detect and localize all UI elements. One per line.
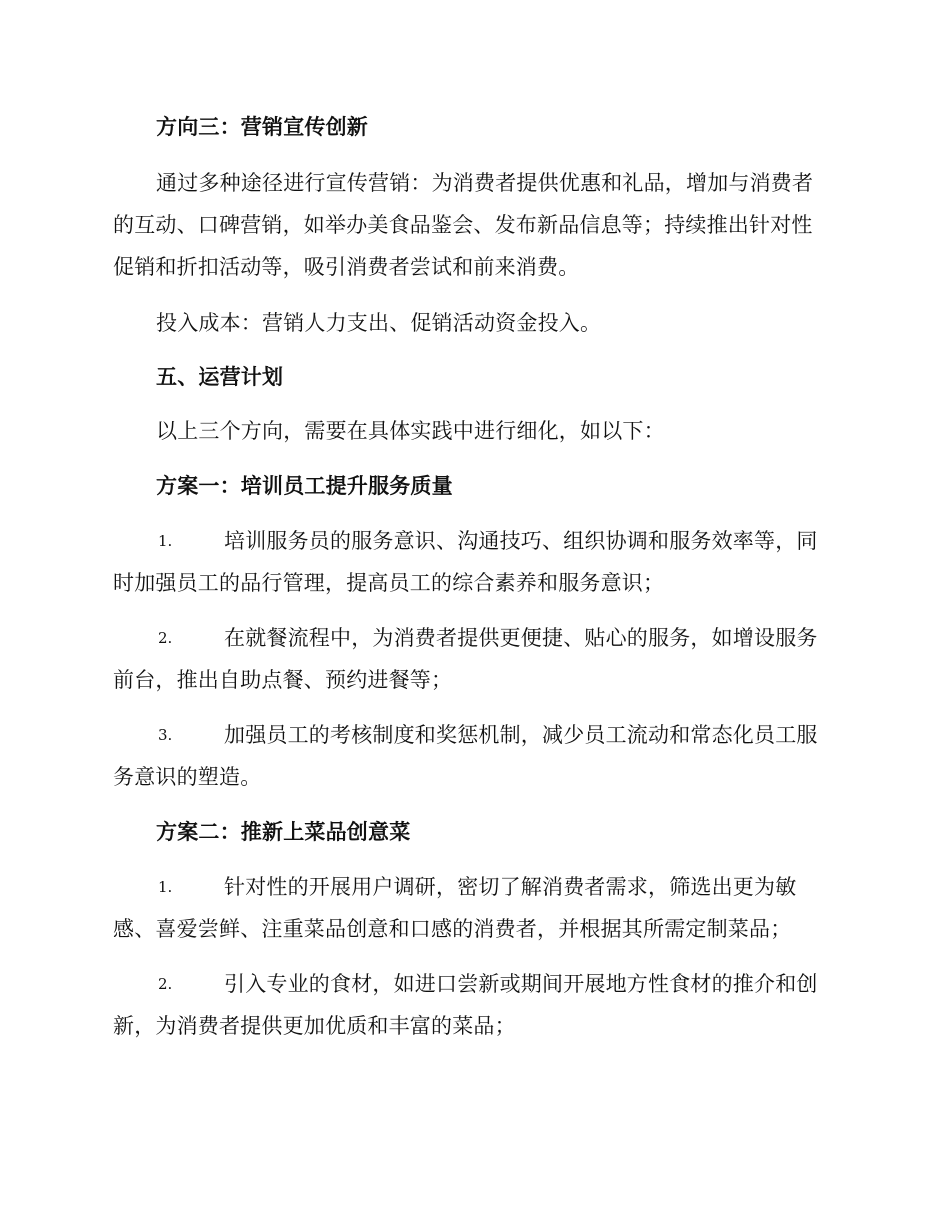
list-number: 3. [158,726,173,744]
paragraph-cost: 投入成本：营销人力支出、促销活动资金投入。 [156,311,602,335]
list-item-line: 新，为消费者提供更加优质和丰富的菜品； [113,1014,516,1038]
list-item-line: 感、喜爱尝鲜、注重菜品创意和口感的消费者，并根据其所需定制菜品； [113,917,792,941]
list-item-line: 引入专业的食材，如进口尝新或期间开展地方性食材的推介和创 [224,972,818,996]
list-number: 1. [158,532,173,550]
list-item-line: 务意识的塑造。 [113,765,262,789]
paragraph-intro: 以上三个方向，需要在具体实践中进行细化，如以下： [156,419,665,443]
list-item-line: 针对性的开展用户调研，密切了解消费者需求，筛选出更为敏 [224,875,797,899]
list-item-line: 前台，推出自助点餐、预约进餐等； [113,668,453,692]
list-item-line: 时加强员工的品行管理，提高员工的综合素养和服务意识； [113,571,665,595]
heading-plan-2: 方案二：推新上菜品创意菜 [156,819,411,844]
list-number: 2. [158,975,173,993]
heading-section-5: 五、运营计划 [156,364,284,389]
list-number: 1. [158,878,173,896]
paragraph-marketing-line-3: 促销和折扣活动等，吸引消费者尝试和前来消费。 [113,255,580,279]
paragraph-marketing-line-2: 的互动、口碑营销，如举办美食品鉴会、发布新品信息等；持续推出针对性 [113,213,813,237]
heading-plan-1: 方案一：培训员工提升服务质量 [156,473,453,498]
list-item-line: 加强员工的考核制度和奖惩机制，减少员工流动和常态化员工服 [224,723,818,747]
list-item-line: 培训服务员的服务意识、沟通技巧、组织协调和服务效率等，同 [224,529,818,553]
list-item-line: 在就餐流程中，为消费者提供更便捷、贴心的服务，如增设服务 [224,626,818,650]
heading-direction-3: 方向三：营销宣传创新 [156,114,368,139]
paragraph-marketing-line-1: 通过多种途径进行宣传营销：为消费者提供优惠和礼品，增加与消费者 [156,171,814,195]
list-number: 2. [158,629,173,647]
